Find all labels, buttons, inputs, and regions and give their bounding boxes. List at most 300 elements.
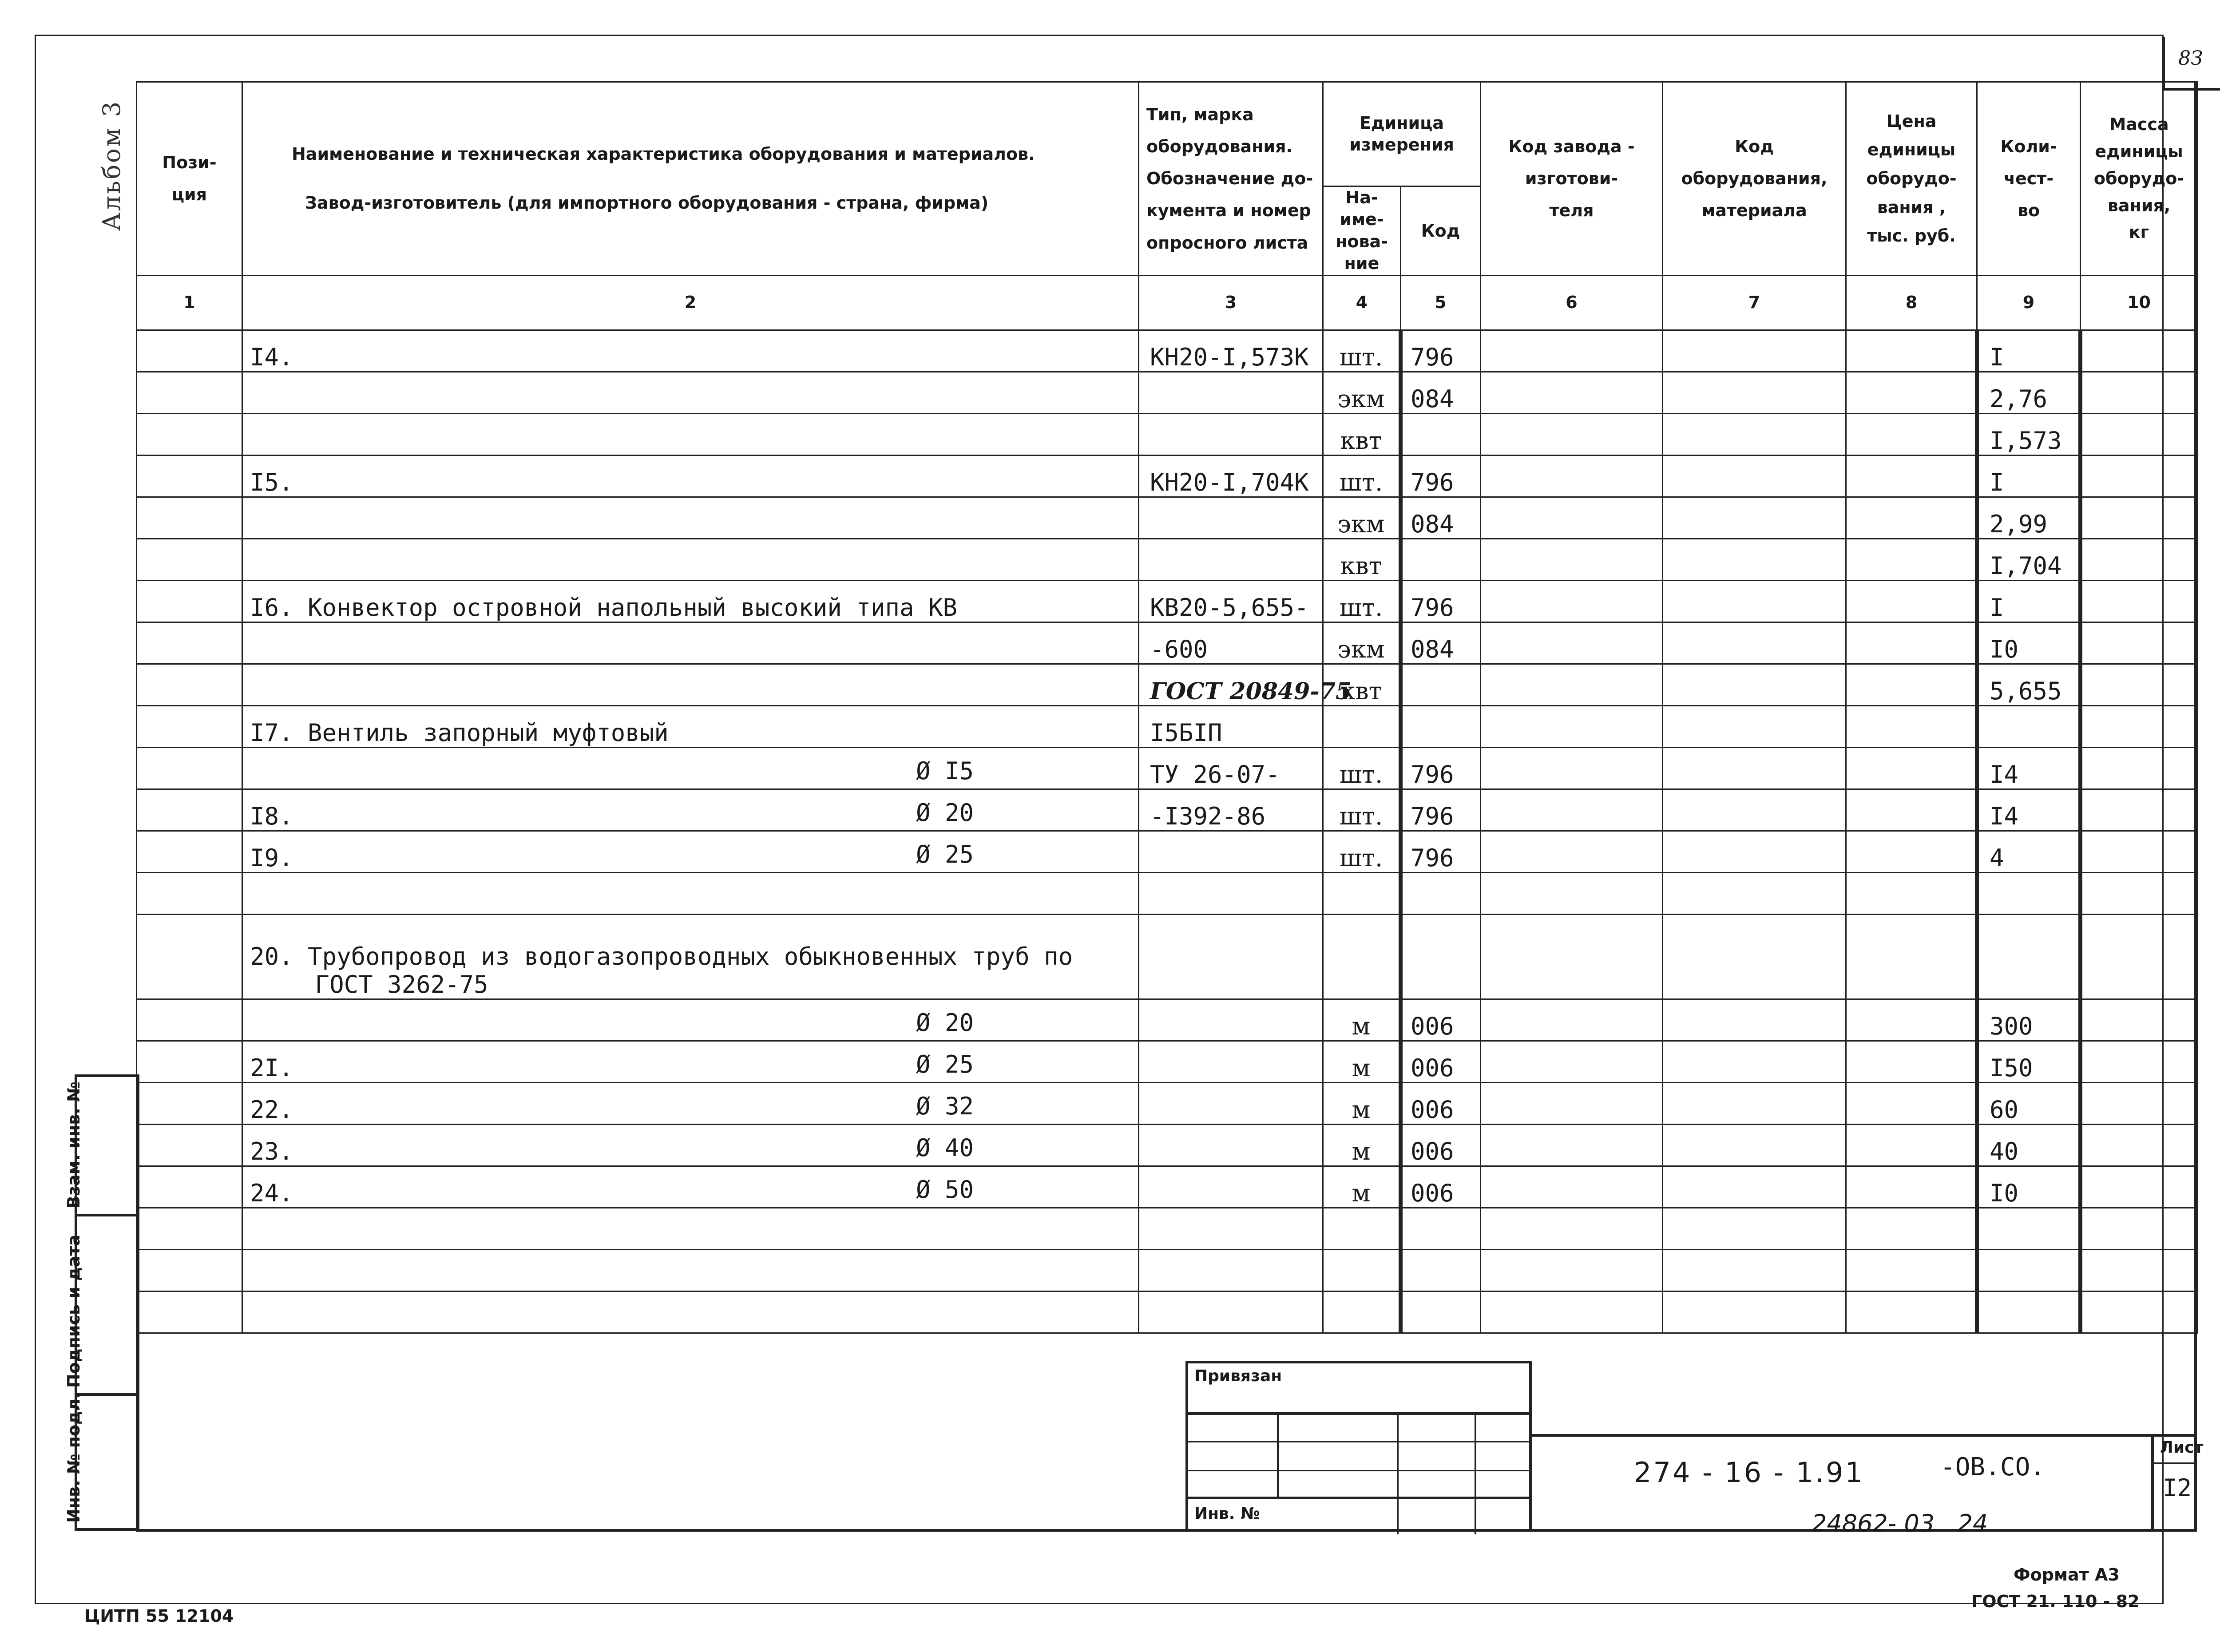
cell-quantity [1977,747,2081,789]
table-row [137,497,2198,539]
inv-no-label: Инв. № [1194,1505,1260,1523]
cell-unit [1323,1041,1401,1082]
cell-unit-code-text: 796 [1411,844,1454,872]
cell-mass [2081,455,2198,497]
cell-quantity [1977,1291,2081,1333]
cell-type-text: -600 [1150,635,1208,663]
cell-price [1846,831,1977,872]
cell-position [137,1124,242,1166]
list-divider [2154,1462,2197,1464]
cell-unit-code [1401,580,1481,622]
cell-mass [2081,497,2198,539]
cell-name-text: 23. [250,1137,293,1165]
cell-type [1139,1249,1323,1291]
cell-unit [1323,330,1401,372]
cell-equipment-code [1663,747,1846,789]
cell-name [242,664,1139,705]
colnum-6: 6 [1481,275,1663,330]
cell-price [1846,497,1977,539]
cell-unit-text: квт [1340,677,1382,705]
list-number: I2 [2163,1474,2192,1502]
cell-price [1846,1124,1977,1166]
cell-factory-code [1481,455,1663,497]
list-label: Лист [2160,1438,2204,1457]
privyazan-hline-4 [1188,1497,1529,1499]
cell-name [242,1082,1139,1124]
table-row [137,664,2198,705]
cell-name [242,413,1139,455]
cell-equipment-code [1663,1208,1846,1249]
cell-quantity-text: I [1990,468,2004,496]
doc-code: 274 - 16 - 1.91 [1634,1456,1864,1489]
cell-equipment-code [1663,705,1846,747]
cell-quantity [1977,1124,2081,1166]
cell-unit-code [1401,1041,1481,1082]
cell-price [1846,580,1977,622]
cell-unit [1323,872,1401,914]
cell-name [242,622,1139,664]
cell-unit-code-text: 006 [1411,1012,1454,1040]
cell-price [1846,413,1977,455]
cell-unit-text: м [1352,1054,1371,1082]
privyazan-vline-1 [1277,1412,1279,1497]
cell-price [1846,705,1977,747]
header-name [242,82,1139,276]
cell-unit-code [1401,497,1481,539]
cell-unit [1323,1208,1401,1249]
cell-factory-code [1481,539,1663,580]
cell-unit [1323,747,1401,789]
header-mass: Масса единицы оборудо- вания, кг [2081,82,2198,276]
cell-quantity [1977,705,2081,747]
list-box [2151,1434,2204,1532]
cell-price [1846,455,1977,497]
cell-type [1139,580,1323,622]
stamp-vzam [64,1074,139,1216]
cell-position [137,789,242,831]
cell-factory-code [1481,1041,1663,1082]
table-row [137,413,2198,455]
cell-unit-code-text: 006 [1411,1137,1454,1165]
cell-name-text: I9. [250,844,293,872]
cell-mass [2081,580,2198,622]
cell-type [1139,372,1323,413]
cell-unit-code [1401,831,1481,872]
cell-equipment-code [1663,1291,1846,1333]
cell-unit-text: м [1352,1179,1371,1207]
cell-factory-code [1481,789,1663,831]
cell-unit-code-text: 796 [1411,593,1454,622]
privyazan-hline-2 [1188,1441,1529,1442]
table-row [137,1208,2198,1249]
cell-unit [1323,413,1401,455]
cell-unit-code [1401,622,1481,664]
cell-factory-code [1481,1208,1663,1249]
cell-name [242,705,1139,747]
privyazan-hline-1 [1188,1412,1529,1415]
cell-quantity [1977,455,2081,497]
cell-unit-text: квт [1340,426,1382,455]
cell-price [1846,1249,1977,1291]
cell-quantity-text: 2,99 [1990,510,2048,538]
cell-factory-code [1481,580,1663,622]
cell-unit [1323,372,1401,413]
cell-quantity [1977,831,2081,872]
cell-unit-code [1401,1208,1481,1249]
cell-name [242,872,1139,914]
cell-equipment-code [1663,580,1846,622]
table-row [137,1124,2198,1166]
header-unit-code: Код [1401,186,1481,276]
cell-factory-code [1481,1124,1663,1166]
privyazan-label: Привязан [1194,1367,1282,1385]
cell-type [1139,999,1323,1041]
cell-unit-code [1401,372,1481,413]
cell-position [137,1041,242,1082]
cell-unit-code [1401,1249,1481,1291]
cell-name-text: I7. Вентиль запорный муфтовый [250,718,669,747]
header-name-line2: Завод-изготовитель (для импортного оборудования - страна, фирма) [305,193,989,213]
cell-quantity-text: I0 [1990,635,2019,663]
cell-unit [1323,705,1401,747]
cell-quantity [1977,1082,2081,1124]
cell-quantity [1977,789,2081,831]
cell-name [242,330,1139,372]
cell-type [1139,455,1323,497]
cell-mass [2081,1124,2198,1166]
format-label: Формат А3 [2014,1565,2120,1585]
cell-unit-text: экм [1337,510,1385,538]
cell-unit-code-text: 796 [1411,468,1454,496]
cell-price [1846,1041,1977,1082]
cell-mass [2081,1208,2198,1249]
cell-unit [1323,1249,1401,1291]
cell-quantity [1977,999,2081,1041]
cell-name-text [243,1221,250,1249]
cell-type [1139,1082,1323,1124]
table-row [137,999,2198,1041]
cell-type-text: КВ20-5,655- [1150,593,1309,622]
cell-equipment-code [1663,1124,1846,1166]
cell-unit-code-text: 006 [1411,1179,1454,1207]
cell-unit-code [1401,747,1481,789]
cell-quantity [1977,622,2081,664]
cell-equipment-code [1663,539,1846,580]
cell-unit-text: шт. [1339,844,1383,872]
cell-mass [2081,413,2198,455]
cell-name [242,999,1139,1041]
colnum-7: 7 [1663,275,1846,330]
cell-mass [2081,999,2198,1041]
cell-diameter: Ø 50 [916,1175,974,1204]
cell-diameter: Ø 32 [916,1092,974,1120]
cell-name-text [243,1263,250,1291]
cell-type [1139,789,1323,831]
cell-type [1139,664,1352,705]
cell-unit-text: шт. [1339,468,1383,496]
cell-type [1139,497,1323,539]
cell-factory-code [1481,1082,1663,1124]
cell-type [1139,330,1323,372]
cell-unit-code-text: 796 [1411,760,1454,788]
cell-price [1846,789,1977,831]
cell-price [1846,664,1977,705]
cell-type-text: -I392-86 [1150,802,1266,830]
cell-equipment-code [1663,831,1846,872]
cell-type [1139,914,1323,999]
cell-quantity-text: I4 [1990,760,2019,788]
cell-quantity [1977,330,2081,372]
cell-diameter: Ø I5 [916,757,974,785]
cell-price [1846,1291,1977,1333]
cell-position [137,413,242,455]
table-row [137,1041,2198,1082]
cell-equipment-code [1663,914,1846,999]
header-factory-code: Код завода - изготови- теля [1481,82,1663,276]
cell-price [1846,914,1977,999]
table-row [137,455,2198,497]
cell-price [1846,622,1977,664]
cell-quantity [1977,664,2081,705]
cell-mass [2081,622,2198,664]
cell-quantity [1977,413,2081,455]
cell-unit-text: экм [1337,384,1385,413]
cell-name-text: 22. [250,1095,293,1124]
right-border-line [2194,81,2197,1532]
cell-unit [1323,789,1401,831]
cell-quantity-text: I,704 [1990,551,2062,580]
cell-unit-code-text: 796 [1411,343,1454,371]
cell-quantity [1977,580,2081,622]
cell-position [137,622,242,664]
cell-unit [1323,1291,1401,1333]
cell-equipment-code [1663,1249,1846,1291]
cell-quantity-text: 2,76 [1990,384,2048,413]
cell-mass [2081,747,2198,789]
cell-mass [2081,330,2198,372]
cell-quantity-text: 5,655 [1990,677,2062,705]
cell-type [1139,1208,1323,1249]
colnum-10: 10 [2081,275,2198,330]
cell-type [1139,831,1323,872]
cell-price [1846,747,1977,789]
table-row [137,1082,2198,1124]
cell-unit [1323,497,1401,539]
cell-quantity [1977,872,2081,914]
cell-equipment-code [1663,1082,1846,1124]
cell-unit-code-text: 006 [1411,1095,1454,1124]
cell-price [1846,999,1977,1041]
cell-unit-code [1401,872,1481,914]
header-unit-name: На- име- нова- ние [1323,186,1401,276]
cell-unit-code [1401,1124,1481,1166]
cell-price [1846,372,1977,413]
cell-name [242,831,1139,872]
cell-factory-code [1481,1249,1663,1291]
cell-position [137,372,242,413]
cell-equipment-code [1663,1166,1846,1208]
cell-type-text: ТУ 26-07- [1150,760,1280,788]
cell-name-text: I4. [250,343,293,371]
header-unit-group: Единица измерения [1323,82,1481,186]
cell-unit [1323,539,1401,580]
cell-name-text [243,761,250,788]
cell-unit-code [1401,539,1481,580]
table-row [137,580,2198,622]
cell-quantity [1977,539,2081,580]
cell-position [137,497,242,539]
cell-type [1139,705,1323,747]
cell-equipment-code [1663,455,1846,497]
table-row [137,914,2198,999]
privyazan-vline-2 [1397,1412,1399,1534]
cell-mass [2081,539,2198,580]
cell-name-text: I5. [250,468,293,496]
cell-quantity-text: I4 [1990,802,2019,830]
cell-unit-code [1401,455,1481,497]
cell-position [137,872,242,914]
cell-unit-code [1401,914,1481,999]
album-label: Альбом 3 [98,99,126,231]
cell-unit-text: шт. [1339,593,1383,622]
cell-name-text [243,677,250,705]
corner-mark: 8З [2178,47,2203,70]
cell-mass [2081,1166,2198,1208]
cell-unit [1323,1082,1401,1124]
cell-unit-text: экм [1337,635,1385,663]
cell-unit [1323,1166,1401,1208]
cell-mass [2081,705,2198,747]
table-row [137,622,2198,664]
cell-name-text: I8. [250,802,293,830]
cell-price [1846,539,1977,580]
table-row [137,1166,2198,1208]
cell-unit-text: м [1352,1095,1371,1124]
cell-type-text: КН20-I,704К [1150,468,1309,496]
cell-unit-code [1401,999,1481,1041]
cell-factory-code [1481,872,1663,914]
cell-unit-text: м [1352,1137,1371,1165]
main-stamp-topline [1532,1434,2197,1437]
cell-name [242,372,1139,413]
cell-position [137,330,242,372]
table-row [137,1291,2198,1333]
cell-diameter: Ø 20 [916,1008,974,1037]
cell-type [1139,1124,1323,1166]
table-row [137,1249,2198,1291]
stamp-inv-podl-label: Инв. № подл. [64,1392,83,1523]
cell-type [1139,872,1323,914]
cell-quantity-text: I [1990,343,2004,371]
cell-quantity [1977,1041,2081,1082]
cell-name [242,580,1139,622]
cell-quantity-text: I [1990,593,2004,622]
cell-position [137,539,242,580]
cell-name-text [243,427,250,455]
cell-position [137,914,242,999]
cell-unit-text: шт. [1339,802,1383,830]
cell-factory-code [1481,999,1663,1041]
cell-price [1846,1208,1977,1249]
cell-unit-text: шт. [1339,343,1383,371]
cell-name-text [243,1012,250,1040]
header-price: Цена единицы оборудо- вания , тыс. руб. [1846,82,1977,276]
cell-factory-code [1481,747,1663,789]
cell-name [242,1041,1139,1082]
cell-quantity-text: 40 [1990,1137,2019,1165]
cell-unit-code-text: 084 [1411,384,1454,413]
cell-unit [1323,664,1401,705]
stamp-podpis-label: Подпись и дата [64,1234,83,1388]
table-row [137,747,2198,789]
cell-mass [2081,372,2198,413]
table-row [137,539,2198,580]
cell-type [1139,1041,1323,1082]
cell-factory-code [1481,413,1663,455]
cell-type-text: I5БIП [1150,718,1222,747]
cell-position [137,999,242,1041]
cell-price [1846,1082,1977,1124]
table-row [137,831,2198,872]
stamp-vzam-label: Взам. инв. № [64,1082,83,1208]
cell-name-text: 2I. [250,1054,293,1082]
cell-name [242,1124,1139,1166]
cell-type [1139,413,1323,455]
cell-unit [1323,622,1401,664]
cell-unit-code [1401,413,1481,455]
cell-position [137,1082,242,1124]
cell-factory-code [1481,914,1663,999]
table-row [137,372,2198,413]
gost-label: ГОСТ 21. 110 - 82 [1971,1592,2140,1611]
cell-type [1139,1291,1323,1333]
cell-diameter: Ø 40 [916,1133,974,1162]
cell-equipment-code [1663,622,1846,664]
cell-quantity [1977,1249,2081,1291]
cell-quantity-text: 4 [1990,844,2004,872]
cell-unit-code-text: 084 [1411,510,1454,538]
cell-position [137,455,242,497]
cell-position [137,1166,242,1208]
header-position: Пози- ция [137,82,242,276]
table-row [137,872,2198,914]
cell-unit-code-text: 796 [1411,802,1454,830]
cell-name [242,497,1139,539]
cell-name-text [243,552,250,580]
colnum-5: 5 [1401,275,1481,330]
cell-diameter: Ø 25 [916,1050,974,1078]
header-name-line1: Наименование и техническая характеристика оборудования и материалов. [292,144,1035,164]
cell-quantity [1977,372,2081,413]
cell-equipment-code [1663,413,1846,455]
cell-unit-code [1401,1166,1481,1208]
cell-type-text: ГОСТ 20849-75 [1150,677,1352,705]
cell-position [137,664,242,705]
handwritten-number: 24862- 03 24 [1812,1509,1988,1537]
colnum-2: 2 [242,275,1139,330]
cell-unit-code [1401,789,1481,831]
cell-equipment-code [1663,999,1846,1041]
cell-position [137,831,242,872]
cell-name [242,914,1139,999]
cell-mass [2081,664,2198,705]
cell-name-text: 20. Трубопровод из водогазопроводных обыкновенных труб по ГОСТ 3262-75 [250,942,1073,998]
cell-factory-code [1481,705,1663,747]
cell-unit [1323,1124,1401,1166]
cell-factory-code [1481,622,1663,664]
cell-name-text [243,635,250,663]
cell-name [242,1291,1139,1333]
